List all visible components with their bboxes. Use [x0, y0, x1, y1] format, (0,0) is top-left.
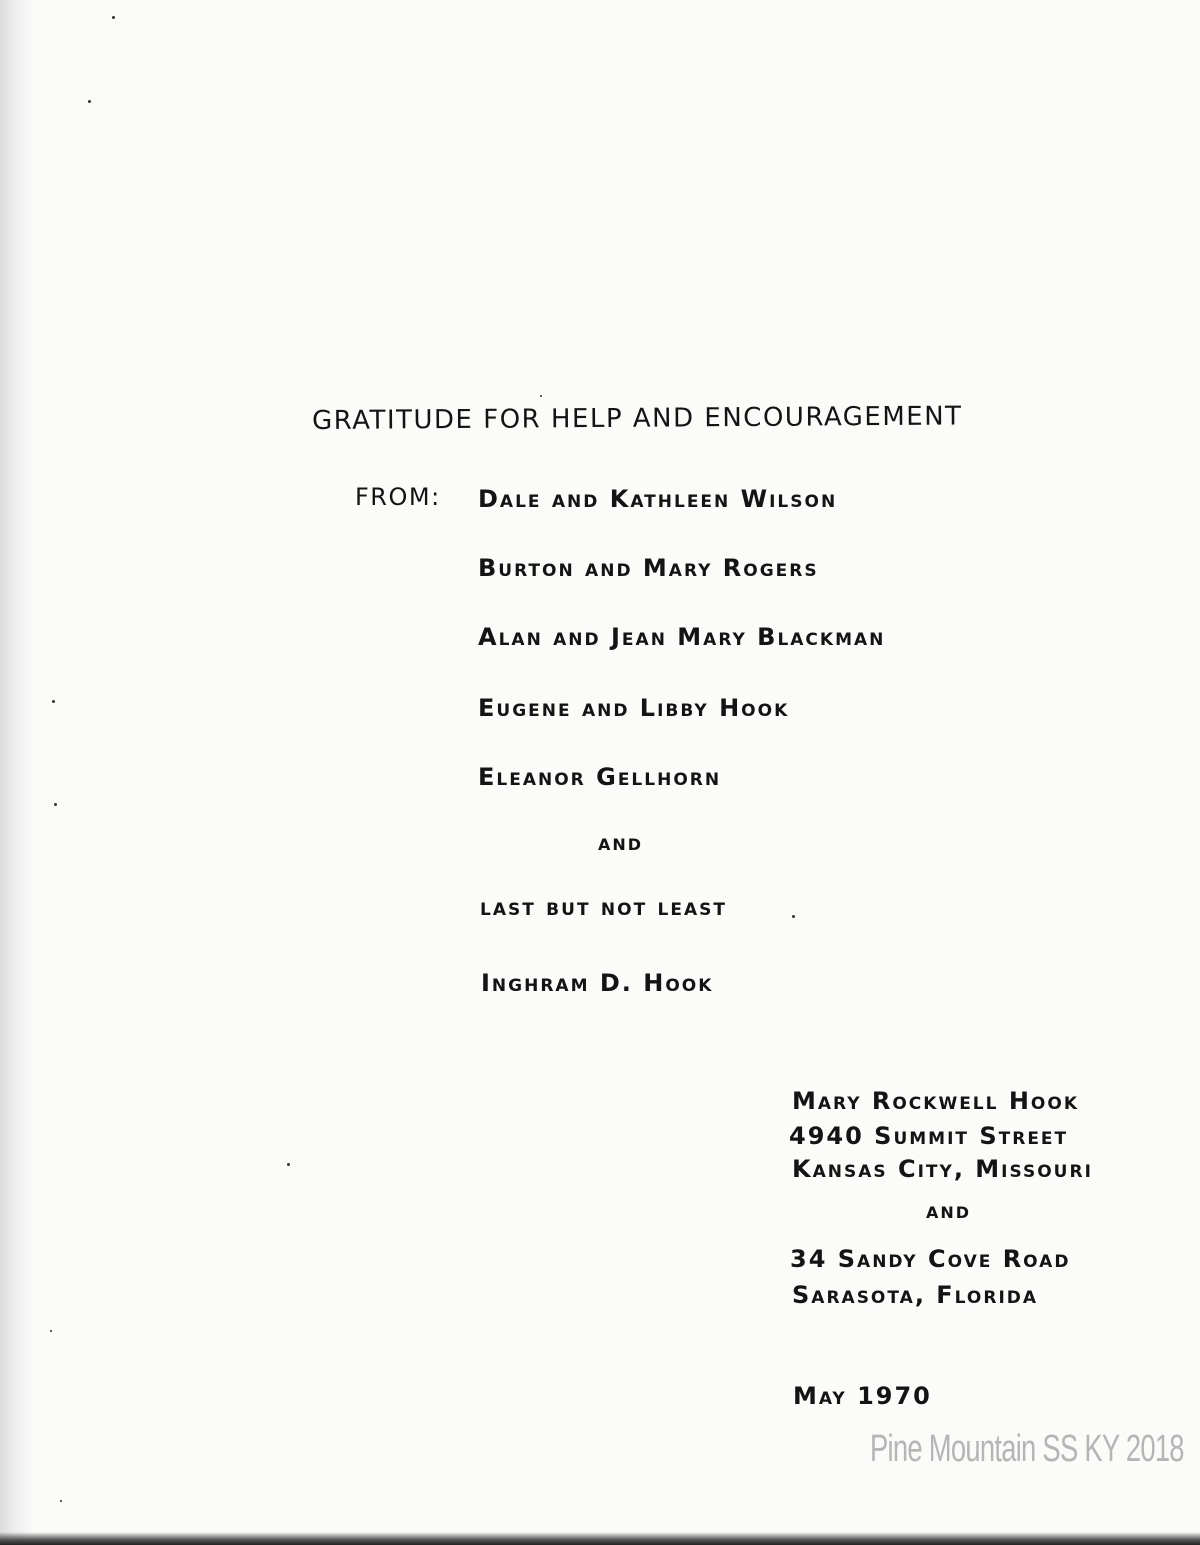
- page-heading: GRATITUDE FOR HELP AND ENCOURAGEMENT: [311, 401, 963, 436]
- paper-speck: [88, 100, 91, 103]
- acknowledged-name: Eleanor Gellhorn: [478, 763, 722, 791]
- paper-speck: [792, 915, 795, 918]
- acknowledged-name: Eugene and Libby Hook: [478, 694, 790, 722]
- paper-speck: [50, 1330, 52, 1332]
- acknowledged-name: Dale and Kathleen Wilson: [478, 485, 838, 513]
- last-but-not-least: last but not least: [480, 893, 727, 921]
- acknowledged-name: Burton and Mary Rogers: [478, 554, 819, 582]
- scan-bottom-edge: [0, 1532, 1200, 1545]
- scan-left-shadow: [0, 0, 34, 1545]
- paper-speck: [287, 1163, 290, 1166]
- acknowledged-name: Alan and Jean Mary Blackman: [478, 623, 886, 651]
- address-connector: and: [926, 1198, 972, 1224]
- address-line: Sarasota, Florida: [792, 1281, 1039, 1309]
- from-label: FROM:: [355, 483, 441, 511]
- watermark: Pine Mountain SS KY 2018: [870, 1428, 1184, 1470]
- document-date: May 1970: [793, 1382, 932, 1410]
- address-line: 34 Sandy Cove Road: [790, 1245, 1071, 1273]
- paper-speck: [60, 1500, 62, 1502]
- final-name: Inghram D. Hook: [481, 969, 714, 997]
- address-line: 4940 Summit Street: [789, 1122, 1069, 1150]
- and-connector: and: [598, 830, 644, 856]
- author-name: Mary Rockwell Hook: [792, 1087, 1079, 1115]
- paper-speck: [112, 16, 115, 19]
- paper-speck: [52, 700, 55, 703]
- address-line: Kansas City, Missouri: [792, 1155, 1093, 1183]
- paper-speck: [540, 395, 542, 397]
- paper-speck: [54, 803, 57, 806]
